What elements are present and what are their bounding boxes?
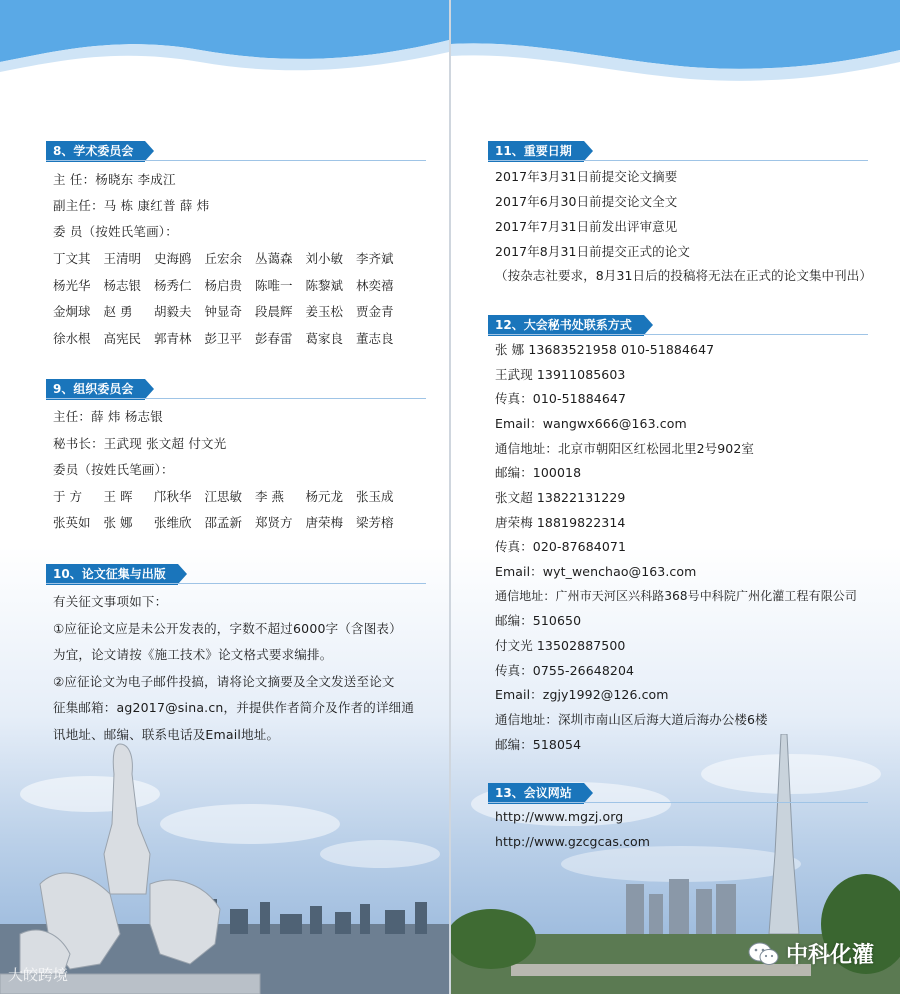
member-name: 张英如	[53, 515, 91, 530]
date-note: （按杂志社要求，8月31日后的投稿将无法在正式的论文集中刊出）	[495, 268, 872, 283]
date-line: 2017年6月30日前提交论文全文	[495, 194, 678, 209]
section-13-underline	[488, 802, 868, 803]
section-important-dates	[451, 140, 900, 162]
contact-line: 邮编：100018	[495, 465, 582, 480]
section-paper-collection	[0, 563, 449, 585]
member-name: 赵 勇	[103, 304, 133, 319]
contact-line: 唐荣梅 18819822314	[495, 515, 626, 530]
member-name: 高宪民	[103, 331, 142, 346]
section-10-underline	[46, 583, 426, 584]
paper-text-line: 有关征文事项如下：	[53, 594, 168, 609]
member-name: 王清明	[103, 251, 142, 266]
member-name: 郭青林	[154, 331, 192, 346]
member-name: 林奕禧	[356, 278, 394, 293]
paper-text-line: 讯地址、邮编、联系电话及Email地址。	[53, 727, 280, 742]
member-name: 金炯球	[53, 304, 91, 319]
contact-line: Email：zgjy1992@126.com	[495, 687, 669, 702]
watermark-left: 大皎跨境	[8, 966, 69, 984]
member-name: 贾金青	[356, 304, 394, 319]
member-name: 胡毅夫	[154, 304, 192, 319]
section-10-tag: 10、论文征集与出版	[46, 564, 178, 585]
member-name: 彭春雷	[255, 331, 293, 346]
member-name: 董志良	[356, 331, 394, 346]
contact-line: 邮编：510650	[495, 613, 582, 628]
section-academic-committee	[0, 140, 449, 162]
city-statue-scene	[0, 734, 449, 994]
contact-line: 张文超 13822131229	[495, 490, 626, 505]
member-name: 杨启贵	[204, 278, 243, 293]
contact-line: 传真：020-87684071	[495, 539, 626, 554]
section-11-tag: 11、重要日期	[488, 141, 584, 162]
member-name: 李 燕	[255, 489, 284, 504]
section-organizing-committee	[0, 378, 449, 400]
top-wave-left	[0, 0, 449, 90]
member-name: 邝秋华	[154, 489, 192, 504]
contact-line: 通信地址：广州市天河区兴科路368号中科院广州化灌工程有限公司	[495, 589, 858, 603]
member-name: 丛蔼森	[255, 251, 293, 266]
contact-line: Email：wangwx666@163.com	[495, 416, 687, 431]
member-name: 葛家良	[305, 331, 344, 346]
organizing-members-label: 委员（按姓氏笔画）：	[53, 462, 174, 477]
section-9-tag: 9、组织委员会	[46, 379, 145, 400]
member-name: 姜玉松	[305, 304, 344, 319]
contact-line: 邮编：518054	[495, 737, 582, 752]
member-name: 钟显奇	[204, 304, 243, 319]
paper-text-line: ①应征论文应是未公开发表的，字数不超过6000字（含图表）	[53, 621, 402, 636]
member-name: 李齐斌	[356, 251, 394, 266]
paper-text-line: 为宜，论文请按《施工技术》论文格式要求编排。	[53, 647, 333, 662]
date-line: 2017年3月31日前提交论文摘要	[495, 169, 678, 184]
member-name: 杨元龙	[305, 489, 344, 504]
member-name: 段晨辉	[255, 304, 293, 319]
section-9-underline	[46, 398, 426, 399]
member-name: 张维欣	[154, 515, 192, 530]
contact-line: 通信地址：北京市朝阳区红松园北里2号902室	[495, 441, 755, 456]
organizing-secretary: 秘书长：王武现 张文超 付文光	[53, 436, 227, 451]
member-name: 梁芳榕	[356, 515, 394, 530]
contact-line: 王武现 13911085603	[495, 367, 626, 382]
contact-line: Email：wyt_wenchao@163.com	[495, 564, 697, 579]
organizing-members-row	[53, 487, 407, 505]
member-name: 徐水根	[53, 331, 91, 346]
member-name: 张 娜	[103, 515, 133, 530]
organizing-chair: 主任：薛 炜 杨志银	[53, 409, 163, 424]
member-name: 杨志银	[103, 278, 142, 293]
section-secretariat-contacts	[451, 314, 900, 336]
organizing-members-row	[53, 513, 407, 531]
member-name: 丘宏余	[204, 251, 243, 266]
member-name: 于 方	[53, 489, 82, 504]
section-12-tag: 12、大会秘书处联系方式	[488, 315, 644, 336]
contact-line: 传真：0755-26648204	[495, 663, 635, 678]
member-name: 彭卫平	[204, 331, 243, 346]
date-line: 2017年7月31日前发出评审意见	[495, 219, 678, 234]
watermark-right	[748, 938, 874, 969]
section-12-underline	[488, 334, 868, 335]
academic-chair: 主 任：杨晓东 李成江	[53, 172, 176, 187]
member-name: 史海鸥	[154, 251, 192, 266]
member-name: 刘小敏	[305, 251, 344, 266]
section-11-underline	[488, 160, 868, 161]
academic-members-label: 委 员（按姓氏笔画）：	[53, 224, 178, 239]
member-name: 江思敏	[204, 489, 243, 504]
date-line: 2017年8月31日前提交正式的论文	[495, 244, 690, 259]
academic-members-row	[53, 329, 407, 347]
contact-line: 付文光 13502887500	[495, 638, 626, 653]
contact-line: 张 娜 13683521958 010-51884647	[495, 342, 715, 357]
member-name: 唐荣梅	[305, 515, 344, 530]
contact-line: 传真：010-51884647	[495, 391, 626, 406]
paper-text-line: 征集邮箱：ag2017@sina.cn，并提供作者简介及作者的详细通	[53, 700, 415, 715]
website-link[interactable]: http://www.gzcgcas.com	[495, 834, 651, 849]
watermark-right-text: 中科化灌	[786, 943, 875, 968]
section-conference-website	[451, 782, 900, 804]
academic-members-row	[53, 249, 407, 267]
academic-members-row	[53, 276, 407, 294]
member-name: 张玉成	[356, 489, 394, 504]
section-8-underline	[46, 160, 426, 161]
wechat-icon	[748, 941, 780, 967]
academic-members-row	[53, 302, 407, 320]
member-name: 王 晖	[103, 489, 133, 504]
left-panel	[0, 0, 449, 994]
member-name: 丁文其	[53, 251, 91, 266]
academic-vice-chair: 副主任：马 栋 康红普 薛 炜	[53, 198, 210, 213]
member-name: 杨秀仁	[154, 278, 192, 293]
website-link[interactable]: http://www.mgzj.org	[495, 809, 624, 824]
member-name: 杨光华	[53, 278, 91, 293]
member-name: 邵孟新	[204, 515, 243, 530]
member-name: 陈黎斌	[305, 278, 344, 293]
section-13-tag: 13、会议网站	[488, 783, 584, 804]
paper-text-line: ②应征论文为电子邮件投搞，请将论文摘要及全文发送至论文	[53, 674, 395, 689]
top-wave-right	[451, 0, 900, 90]
member-name: 陈唯一	[255, 278, 293, 293]
contact-line: 通信地址：深圳市南山区后海大道后海办公楼6楼	[495, 712, 768, 727]
member-name: 郑贤方	[255, 515, 293, 530]
section-8-tag: 8、学术委员会	[46, 141, 145, 162]
